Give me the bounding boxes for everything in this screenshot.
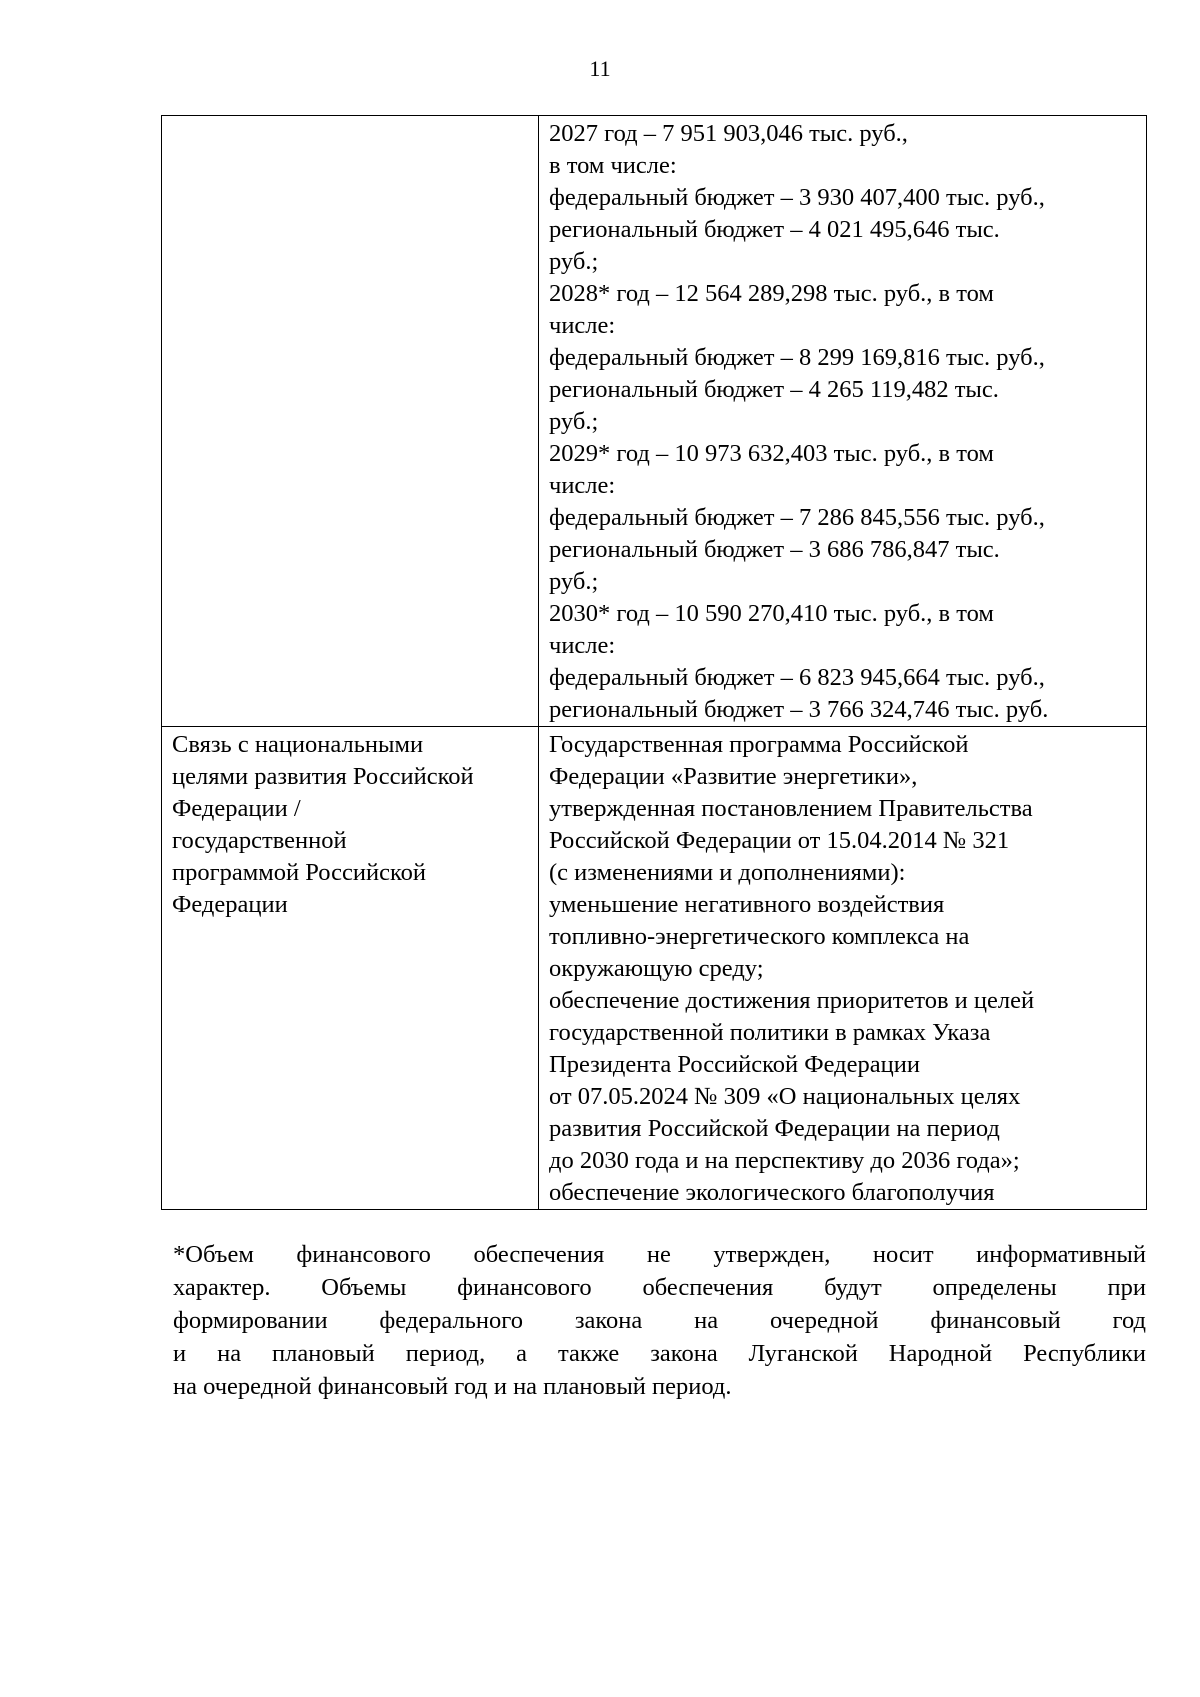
content-line: развития Российской Федерации на период xyxy=(549,1115,1000,1142)
label-line: Федерации / xyxy=(172,795,301,822)
financing-line: 2029* год – 10 973 632,403 тыс. руб., в том xyxy=(549,440,994,467)
table-cell-national-goals-label xyxy=(162,727,539,1210)
footnote-line: на очередной финансовый год и на плановый период. xyxy=(173,1373,732,1400)
financing-line: федеральный бюджет – 8 299 169,816 тыс. руб., xyxy=(549,344,1045,371)
label-line: Федерации xyxy=(172,891,288,918)
table-cell-financing-label xyxy=(162,116,539,727)
financing-line: руб.; xyxy=(549,248,599,275)
content-line: топливно-энергетического комплекса на xyxy=(549,923,970,950)
financing-line: региональный бюджет – 3 686 786,847 тыс. xyxy=(549,536,1000,563)
financing-line: числе: xyxy=(549,312,616,339)
financing-line: числе: xyxy=(549,472,616,499)
financing-line: региональный бюджет – 4 265 119,482 тыс. xyxy=(549,376,999,403)
financing-line: региональный бюджет – 4 021 495,646 тыс. xyxy=(549,216,1000,243)
content-line: обеспечение достижения приоритетов и целей xyxy=(549,987,1035,1014)
financing-line: федеральный бюджет – 6 823 945,664 тыс. руб., xyxy=(549,664,1045,691)
content-line: Федерации «Развитие энергетики», xyxy=(549,763,918,790)
page-number: 11 xyxy=(589,56,611,81)
table-row-national-goals xyxy=(162,727,1147,1210)
footnote-line: *Объем финансового обеспечения не утвержден, носит информативный xyxy=(173,1241,1146,1268)
footnote-line: формировании федерального закона на очередной финансовый год xyxy=(173,1307,1146,1334)
financing-line: 2030* год – 10 590 270,410 тыс. руб., в том xyxy=(549,600,994,627)
content-line: утвержденная постановлением Правительства xyxy=(549,795,1033,822)
financing-line: руб.; xyxy=(549,408,599,435)
content-line: до 2030 года и на перспективу до 2036 года»; xyxy=(549,1147,1020,1174)
financing-line: числе: xyxy=(549,632,616,659)
financing-line: федеральный бюджет – 7 286 845,556 тыс. руб., xyxy=(549,504,1045,531)
content-line: от 07.05.2024 № 309 «О национальных целях xyxy=(549,1083,1021,1110)
content-line: окружающую среду; xyxy=(549,955,764,982)
content-line: уменьшение негативного воздействия xyxy=(549,891,945,918)
content-line: Государственная программа Российской xyxy=(549,731,969,758)
content-line: (с изменениями и дополнениями): xyxy=(549,859,906,886)
label-line: Связь с национальными xyxy=(172,731,424,758)
financing-line: в том числе: xyxy=(549,152,677,179)
table-row-financing xyxy=(162,116,1147,727)
content-line: Российской Федерации от 15.04.2014 № 321 xyxy=(549,827,1010,854)
table-cell-national-goals-content xyxy=(539,727,1147,1210)
footnote xyxy=(173,1238,1146,1403)
content-line: государственной политики в рамках Указа xyxy=(549,1019,991,1046)
financing-line: 2027 год – 7 951 903,046 тыс. руб., xyxy=(549,120,908,147)
content-line: обеспечение экологического благополучия xyxy=(549,1179,995,1206)
financing-line: федеральный бюджет – 3 930 407,400 тыс. руб., xyxy=(549,184,1045,211)
footnote-line: и на плановый период, а также закона Луганской Народной Республики xyxy=(173,1340,1146,1367)
label-line: государственной xyxy=(172,827,347,854)
content-line: Президента Российской Федерации xyxy=(549,1051,920,1078)
label-line: целями развития Российской xyxy=(172,763,474,790)
label-line: программой Российской xyxy=(172,859,427,886)
table-cell-financing-values xyxy=(539,116,1147,727)
footnote-line: характер. Объемы финансового обеспечения будут определены при xyxy=(173,1274,1146,1301)
financing-line: руб.; xyxy=(549,568,599,595)
program-passport-table xyxy=(161,115,1147,1210)
financing-line: региональный бюджет – 3 766 324,746 тыс. руб. xyxy=(549,696,1049,723)
financing-line: 2028* год – 12 564 289,298 тыс. руб., в том xyxy=(549,280,994,307)
